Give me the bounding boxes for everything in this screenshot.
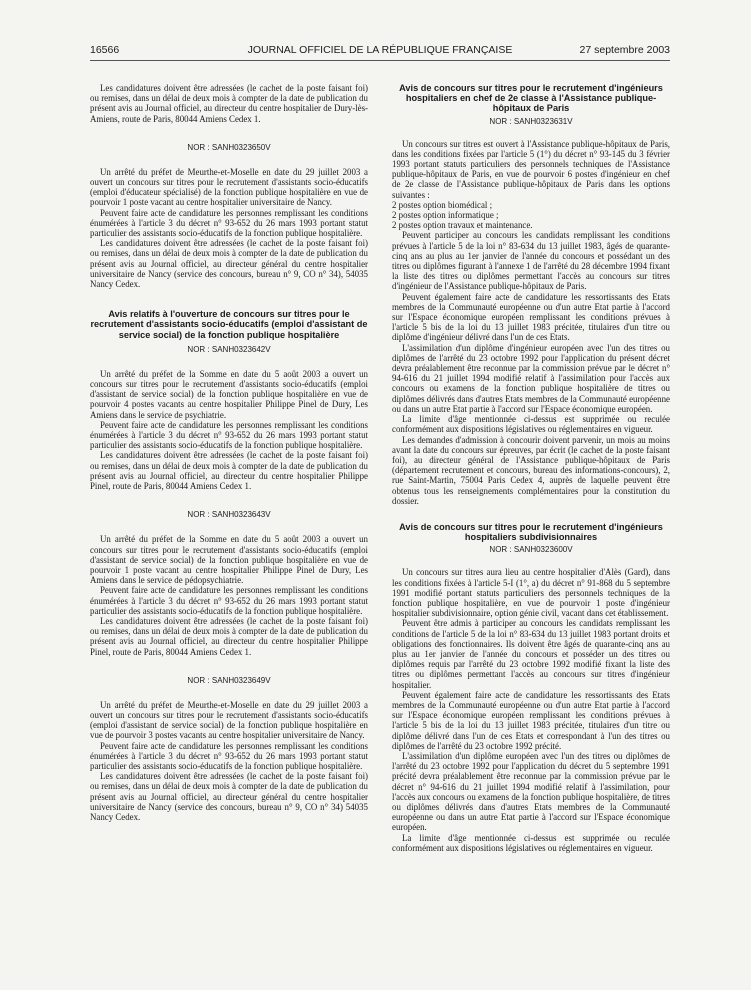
notice-block	[90, 534, 368, 656]
page-number: 16566	[90, 44, 120, 56]
notice-paragraph: L'assimilation d'un diplôme européen avec l'un des titres ou diplômes de l'arrêté du 23 octobre 1992 pour l'application du décret du 5 septembre 1991 précité devra préalablement être reconnue par la commission prévue par le décret n° 94-616 du 21 juillet 1994 modifié relatif à l'assimilation, pour l'accès aux concours ou examens de la fonction publique hospitalière, de titres ou diplômes délivrés dans d'autres Etats membres de la Communauté européenne ou dans un autre Etat partie à l'accord sur l'Espace économique européen.	[392, 750, 670, 833]
left-column	[90, 83, 368, 822]
notice-paragraph: Un arrêté du préfet de la Somme en date du 5 août 2003 a ouvert un concours sur titres pour le recrutement d'assistants socio-éducatifs (emploi d'assistant de service social) de la fonction publique hospitalière en vue de pourvoir 4 postes vacants au centre hospitalier Philippe Pinel de Dury, Les Amiens dans le service de psychiatrie.	[90, 368, 368, 420]
notice-paragraph: Un concours sur titres est ouvert à l'Assistance publique-hôpitaux de Paris, dans les conditions fixées par l'article 5 (1°) du décret n° 93-145 du 3 février 1993 portant statuts particuliers des personnels techniques de l'Assistance publique-hôpitaux de Paris, en vue de pourvoir 6 postes d'ingénieur en chef de 2e classe de l'Assistance publique-hôpitaux de Paris dans les options suivantes :	[392, 138, 670, 200]
section-title: Avis relatifs à l'ouverture de concours sur titres pour le recrutement d'assistants socio-éducatifs (emploi d'assistant de service social) de la fonction publique hospitalière	[90, 309, 368, 340]
notice-paragraph: L'assimilation d'un diplôme d'ingénieur européen avec l'un des titres ou diplômes de l'arrêté du 23 octobre 1992 pour l'application du présent décret devra préalablement être reconnue par la commission prévue par le décret n° 94-616 du 21 juillet 1994 modifié relatif à l'assimilation pour l'accès aux concours ou examens de la fonction publique hospitalière de titres ou diplômes délivrés dans d'autres Etats membres de la Communauté européenne ou dans un autre Etat partie à l'accord sur l'Espace économique européen.	[392, 342, 670, 414]
nor-reference: NOR : SANH0323631V	[489, 116, 573, 126]
notice-paragraph: Peuvent également faire acte de candidature les ressortissants des Etats membres de la Communauté européenne ou d'un autre Etat partie à l'accord sur l'Espace économique européen remplissant les conditions prévues à l'article 5 bis de la loi du 13 juillet 1983 précitée, titulaires d'un titre ou diplôme d'ingénieur délivré dans l'un de ces Etats.	[392, 291, 670, 343]
section-title: Avis de concours sur titres pour le recrutement d'ingénieurs hospitaliers subdivisionnaires	[399, 521, 663, 543]
intro-paragraph: Les candidatures doivent être adressées (le cachet de la poste faisant foi) ou remises, dans un délai de deux mois à compter de la date de publication du présent avis au Journal officiel, au directeur du centre hospitalier de Dury-lès-Amiens, route de Paris, 80044 Amiens Cedex 1.	[90, 83, 368, 124]
option-item: 2 postes option travaux et maintenance.	[392, 220, 533, 231]
notice-paragraph: La limite d'âge mentionnée ci-dessus est supprimée ou reculée conformément aux dispositions législatives ou réglementaires en vigueur.	[392, 832, 670, 853]
notice-paragraph: Peuvent être admis à participer au concours les candidats remplissant les conditions de l'article 5 de la loi n° 83-634 du 13 juillet 1983 portant droits et obligations des fonctionnaires. Ils doivent être âgés de quarante-cinq ans au plus au 1er janvier de l'année du concours et posséder un des titres ou diplômes requis par l'arrêté du 23 octobre 1992 modifié fixant la liste des titres ou diplômes permettant l'accès au concours sur titres d'ingénieur hospitalier.	[392, 618, 670, 690]
notice-paragraph: Les demandes d'admission à concourir doivent parvenir, un mois au moins avant la date du concours sur épreuves, par écrit (le cachet de la poste faisant foi), au directeur général de l'Assistance publique-hôpitaux de Paris (département recrutement et concours, bureau des informations-concours), 2, rue Saint-Martin, 75004 Paris Cedex 4, auprès de laquelle peuvent être obtenus tous les renseignements complémentaires pour la constitution du dossier.	[392, 434, 670, 506]
journal-title: JOURNAL OFFICIEL DE LA RÉPUBLIQUE FRANÇAISE	[247, 44, 513, 56]
notice-paragraph: Peuvent faire acte de candidature les personnes remplissant les conditions énumérées à l'article 3 du décret n° 93-652 du 26 mars 1993 portant statut particulier des assistants socio-éducatifs de la fonction publique hospitalière.	[90, 740, 368, 771]
notice-block	[392, 139, 670, 506]
nor-reference: NOR : SANH0323642V	[187, 344, 271, 354]
section-title: Avis de concours sur titres pour le recrutement d'ingénieurs hospitaliers en chef de 2e classe à l'Assistance publique-hôpitaux de Paris	[399, 83, 663, 114]
page-header	[90, 44, 670, 60]
notice-paragraph: La limite d'âge mentionnée ci-dessus est supprimée ou reculée conformément aux dispositions législatives ou réglementaires en vigueur.	[392, 414, 670, 435]
notice-paragraph: Un concours sur titres aura lieu au centre hospitalier d'Alès (Gard), dans les conditions fixées à l'article 5-I (1°, a) du décret n° 91-868 du 5 septembre 1991 modifié portant statuts particuliers des personnels techniques de la fonction publique hospitalière, en vue de pourvoir 1 poste d'ingénieur hospitalier subdivisionnaire, option génie civil, vacant dans cet établissement.	[392, 567, 670, 619]
notice-paragraph: Peuvent faire acte de candidature les personnes remplissant les conditions énumérées à l'article 3 du décret n° 93-652 du 26 mars 1993 portant statut particulier des assistants socio-éducatifs de la fonction publique hospitalière.	[90, 419, 368, 451]
notice-block	[90, 369, 368, 491]
option-item: 2 postes option biomédical ;	[392, 199, 493, 210]
notice-paragraph: Les candidatures doivent être adressées (le cachet de la poste faisant foi) ou remises, dans un délai de deux mois à compter de la date de publication du présent avis au Journal officiel, au directeur du centre hospitalier Philippe Pinel, route de Paris, 80044 Amiens Cedex 1.	[90, 615, 368, 657]
notice-paragraph: Peuvent participer au concours les candidats remplissant les conditions prévues à l'article 5 de la loi n° 83-634 du 13 juillet 1983, âgés de quarante-cinq ans au plus au 1er janvier de l'année du concours et possédant un des titres ou diplômes figurant à l'annexe 1 de l'arrêté du 28 décembre 1994 fixant la liste des titres ou diplômes permettant l'accès au concours sur titres d'ingénieur de l'Assistance publique-hôpitaux de Paris.	[392, 230, 670, 292]
notice-paragraph: Peuvent faire acte de candidature les personnes remplissant les conditions énumérées à l'article 3 du décret n° 93-652 du 26 mars 1993 portant statut particulier des assistants socio-éducatifs de la fonction publique hospitalière.	[90, 585, 368, 616]
nor-reference: NOR : SANH0323643V	[187, 510, 271, 520]
notice-block	[90, 700, 368, 822]
notice-paragraph: Les candidatures doivent être adressées (le cachet de la poste faisant foi) ou remises, dans un délai de deux mois à compter de la date de publication du présent avis au Journal officiel, au directeur général du centre hospitalier universitaire de Nancy (service des concours, bureau n° 9, CO n° 34) 54035 Nancy Cedex.	[90, 771, 368, 822]
notice-paragraph: Un arrêté du préfet de la Somme en date du 5 août 2003 a ouvert un concours sur titres pour le recrutement d'assistants socio-éducatifs (emploi d'assistant de service social) de la fonction publique hospitalière en vue de pourvoir 1 poste vacant au centre hospitalier Philippe Pinel de Dury, Les Amiens dans le service de pédopsychiatrie.	[90, 534, 368, 586]
notice-block	[392, 567, 670, 853]
nor-reference: NOR : SANH0323649V	[187, 675, 271, 685]
right-column	[392, 83, 670, 853]
notice-paragraph: Un arrêté du préfet de Meurthe-et-Moselle en date du 29 juillet 2003 a ouvert un concours sur titres pour le recrutement d'assistants socio-éducatifs (emploi d'assistant de service social) de la fonction publique hospitalière en vue de pourvoir 3 postes vacants au centre hospitalier universitaire de Nancy.	[90, 699, 368, 741]
option-item: 2 postes option informatique ;	[392, 210, 499, 221]
notice-paragraph: Un arrêté du préfet de Meurthe-et-Moselle en date du 29 juillet 2003 a ouvert un concours sur titres pour le recrutement d'assistants socio-éducatifs (emploi d'éducateur spécialisé) de la fonction publique hospitalière en vue de pourvoir 1 poste vacant au centre hospitalier universitaire de Nancy.	[90, 166, 368, 208]
notice-paragraph: Les candidatures doivent être adressées (le cachet de la poste faisant foi) ou remises, dans un délai de deux mois à compter de la date de publication du présent avis au Journal officiel, au directeur général du centre hospitalier universitaire de Nancy (service des concours, bureau n° 9, CO n° 34), 54035 Nancy Cedex.	[90, 238, 368, 290]
notice-paragraph: Les candidatures doivent être adressées (le cachet de la poste faisant foi) ou remises, dans un délai de deux mois à compter de la date de publication du présent avis au Journal officiel, au directeur du centre hospitalier Philippe Pinel, route de Paris, 80044 Amiens Cedex 1.	[90, 450, 368, 492]
publication-date: 27 septembre 2003	[579, 44, 670, 56]
header-rule	[90, 60, 670, 61]
notice-paragraph: Peuvent faire acte de candidature les personnes remplissant les conditions énumérées à l'article 3 du décret n° 93-652 du 26 mars 1993 portant statut particulier des assistants socio-éducatifs de la fonction publique hospitalière.	[90, 207, 368, 239]
notice-paragraph: Peuvent également faire acte de candidature les ressortissants des Etats membres de la Communauté européenne ou d'un autre Etat partie à l'accord sur l'Espace économique européen remplissant les conditions prévues à l'article 5 bis de la loi du 13 juillet 1983 précitée, titulaires d'un titre ou diplôme délivré dans l'un de ces Etats et correspondant à l'un des titres ou diplômes de l'arrêté du 23 octobre 1992 précité.	[392, 689, 670, 751]
nor-reference: NOR : SANH0323650V	[187, 142, 271, 152]
notice-block	[90, 167, 368, 289]
nor-reference: NOR : SANH0323600V	[489, 545, 573, 555]
